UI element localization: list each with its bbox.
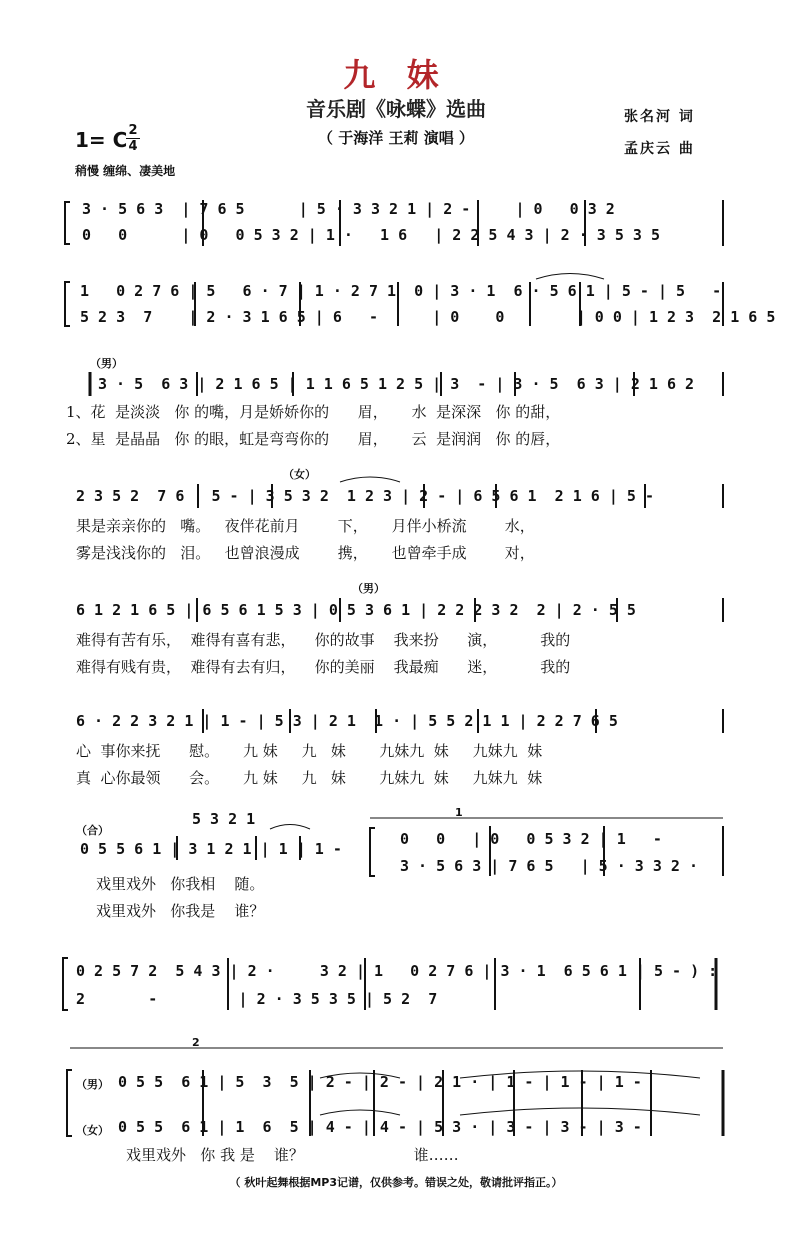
male-mark-1: （男） (90, 357, 123, 370)
system-6-lyric-2: 真 心你最领 会。 九 妹 九 妹 九妹九 妹 九妹九 妹 (76, 769, 543, 787)
volta-2: 2 (192, 1036, 200, 1049)
song-subtitle: 音乐剧《咏蝶》选曲 (306, 97, 486, 121)
lyricist-credit: 张名河 词 (624, 109, 695, 125)
tempo-marking: 稍慢 缠绵、凄美地 (75, 164, 176, 178)
system-9-lyric: 戏里戏外 你 我 是 谁？ 谁…… (126, 1146, 459, 1164)
system-2-upper: 1 0 2 7 6 | 5 6 · 7 | 1 · 2 7 1 0 | 3 · 1 6 · 5 6 1 | 5 - | 5 - (80, 282, 722, 300)
system-6-lyric-1: 心 事你来抚 慰。 九 妹 九 妹 九妹九 妹 九妹九 妹 (76, 742, 543, 760)
system-9-female: 0 5 5 6 1 | 1 6 5 | 4 - | 4 - | 5 3 · | 3 - | 3 - | 3 - (118, 1118, 642, 1136)
system-3-notes: 3 · 5 6 3 | 2 1 6 5 | 1 1 6 5 1 2 5 | 3 - | 3 · 5 6 3 | 2 1 6 2 (98, 375, 695, 393)
system-7-upper: 5 3 2 1 (192, 810, 256, 828)
system-9-male: 0 5 5 6 1 | 5 3 5 | 2 - | 2 - | 2 1 · | 1 - | 1 - | 1 - (118, 1073, 642, 1091)
system-5-lyric-2: 难得有贱有贵， 难得有去有归， 你的美丽 我最痴 迷， 我的 (76, 658, 571, 676)
system-7-inst-lower: 3 · 5 6 3 | 7 6 5 | 5 · 3 3 2 · (400, 857, 699, 875)
key-signature: 1= C (75, 128, 128, 152)
system-2-lower: 5 2 3 7 | 2 · 3 1 6 5 | 6 - | 0 0 | 0 0 | 1 2 3 2 1 6 5 (80, 308, 776, 326)
system-5-notes: 6 1 2 1 6 5 | 6 5 6 1 5 3 | 0 5 3 6 1 | 2 2 2 3 2 2 | 2 · 5 5 (76, 601, 636, 619)
system-4-notes: 2 3 5 2 7 6 | 5 - | 3 5 3 2 1 2 3 | 2 - | 6 5 6 1 2 1 6 | 5 - (76, 487, 654, 505)
system-4-lyric-1: 果是亲亲你的 嘴。 夜伴花前月 下， 月伴小桥流 水， (76, 517, 535, 535)
system-3-lyric-1: 1、花 是淡淡 你 的嘴，月是娇娇你的 眉， 水 是深深 你 的甜， (66, 403, 561, 421)
system-4-lyric-2: 雾是浅浅你的 泪。 也曾浪漫成 携， 也曾牵手成 对， (76, 544, 535, 562)
volta-1: 1 (455, 806, 463, 819)
system-7-lyric-1: 戏里戏外 你我相 随。 (96, 875, 265, 893)
system-1-upper: 3 · 5 6 3 | 7 6 5 | 5 · 3 3 2 1 | 2 - | 0 0 3 2 (82, 200, 615, 218)
time-sig-top: 2 (128, 123, 138, 138)
composer-credit: 孟庆云 曲 (624, 141, 695, 157)
system-5-lyric-1: 难得有苦有乐， 难得有喜有悲， 你的故事 我来扮 演， 我的 (76, 631, 571, 649)
system-7-lyric-2: 戏里戏外 你我是 谁？ (96, 902, 265, 920)
system-1-lower: 0 0 | 0 0 5 3 2 | 1 · 1 6 | 2 2 5 4 3 | 2 · 3 5 3 5 (82, 226, 660, 244)
system-3-lyric-2: 2、星 是晶晶 你 的眼，虹是弯弯你的 眉， 云 是润润 你 的唇， (66, 430, 561, 448)
system-6-notes: 6 · 2 2 3 2 1 | 1 - | 5 3 | 2 1 1 · | 5 5 2 1 1 | 2 2 7 6 5 (76, 712, 618, 730)
male-mark-2: （男） (352, 582, 385, 595)
song-title: 九 妹 (343, 56, 449, 94)
footnote: （ 秋叶起舞根据MP3记谱，仅供参考。错误之处，敬请批评指正。） (229, 1176, 563, 1189)
chorus-mark: （合） (76, 824, 109, 837)
system-7-inst-upper: 0 0 | 0 0 5 3 2 | 1 - (400, 830, 662, 848)
singers: （ 于海洋 王莉 演唱 ） (318, 129, 474, 147)
system-7-notes: 0 5 5 6 1 | 3 1 2 1 | 1 | 1 - (80, 840, 342, 858)
system-8-lower: 2 - | 2 · 3 5 3 5 | 5 2 7 (76, 990, 438, 1008)
time-sig-bottom: 4 (128, 139, 138, 154)
female-mark: （女） (283, 468, 316, 481)
female-part-mark: （女） (76, 1124, 109, 1137)
male-part-mark: （男） (76, 1078, 109, 1091)
system-8-upper: 0 2 5 7 2 5 4 3 | 2 · 3 2 | 1 0 2 7 6 | 3 · 1 6 5 6 1 | 5 - ) : (76, 962, 718, 980)
